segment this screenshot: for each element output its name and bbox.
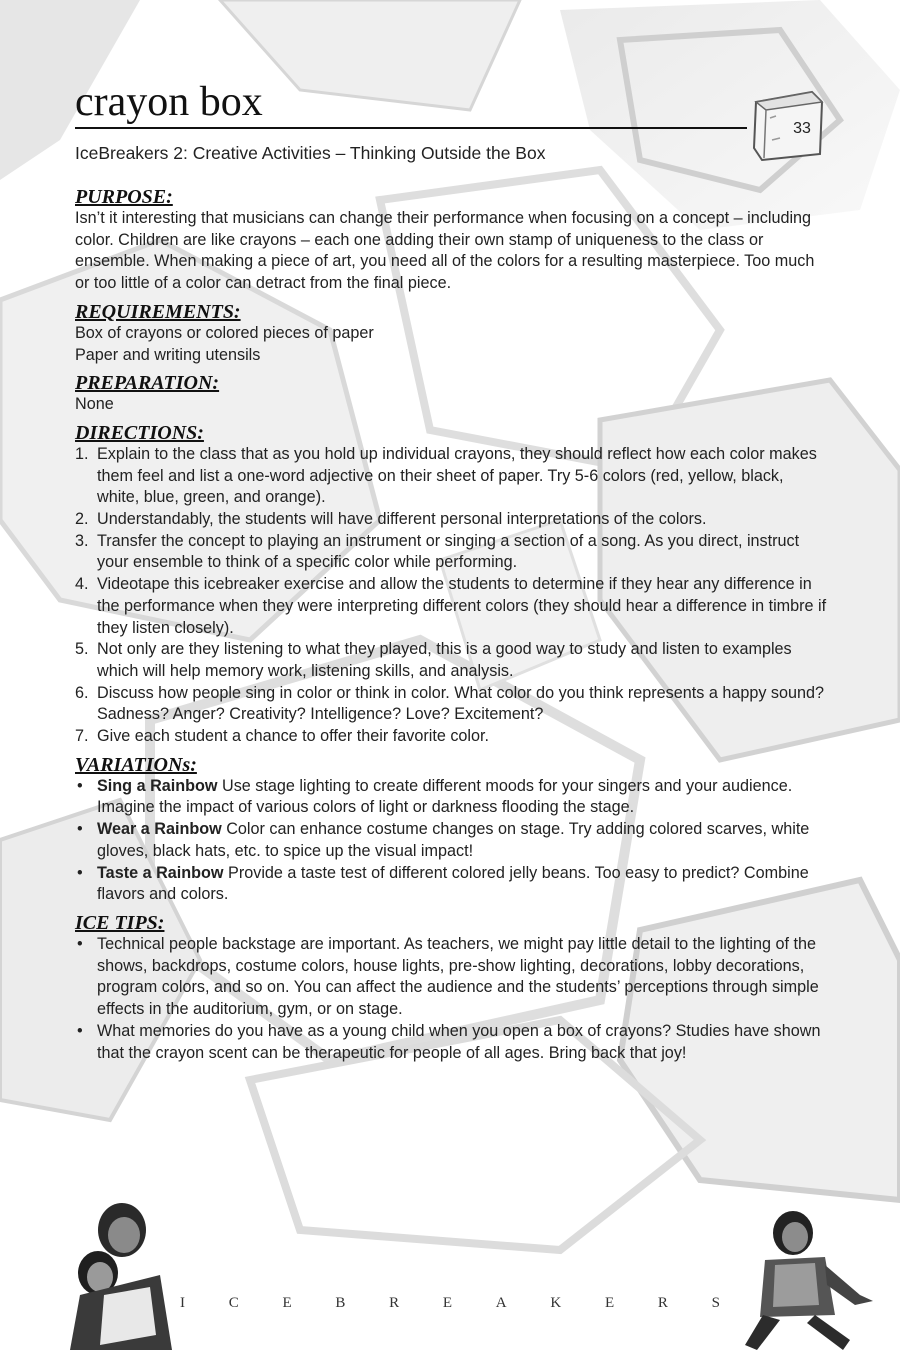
list-item bbox=[75, 863, 827, 906]
footer-letter: E bbox=[282, 1295, 292, 1311]
variation-text: Use stage lighting to create different moods for your singers and your audience. Imagine the impact of various colors of light or darkness flooding the stage. bbox=[97, 776, 793, 817]
footer-brand bbox=[180, 1295, 720, 1312]
preparation-section bbox=[75, 372, 827, 416]
requirements-section bbox=[75, 301, 827, 366]
footer-letter: R bbox=[657, 1295, 668, 1311]
step-number: 2. bbox=[75, 510, 89, 529]
footer-letter: C bbox=[228, 1295, 239, 1311]
step-number: 6. bbox=[75, 683, 89, 702]
footer-letter: A bbox=[495, 1295, 507, 1311]
tip-text: Technical people backstage are important. As teachers, we might pay little detail to the lighting of the shows, backdrops, costume colors, house lights, pre-show lighting, decorations, lobby decorations, program colors, and so on. You can affect the audience and the students’ perceptions through simple effects in the auditorium, gym, or on stage. bbox=[97, 934, 819, 1019]
preparation-heading: PREPARATION: bbox=[75, 372, 220, 395]
variation-text: Provide a taste test of different colored jelly beans. Too easy to predict? Combine flavors and colors. bbox=[97, 863, 809, 904]
variation-label: Taste a Rainbow bbox=[97, 863, 224, 882]
footer-letter: I bbox=[180, 1295, 185, 1311]
requirement-item: Paper and writing utensils bbox=[75, 345, 261, 364]
preparation-text: None bbox=[75, 395, 114, 414]
step-text: Transfer the concept to playing an instrument or singing a section of a song. As you direct, instruct your ensemble to think of a specific color while performing. bbox=[97, 531, 800, 572]
footer-letter: R bbox=[389, 1295, 400, 1311]
directions-heading: DIRECTIONS: bbox=[75, 421, 204, 444]
bullet: • bbox=[77, 820, 83, 839]
step-text: Give each student a chance to offer their favorite color. bbox=[97, 727, 490, 746]
list-item bbox=[75, 726, 827, 748]
directions-list bbox=[75, 444, 827, 748]
variation-text: Color can enhance costume changes on stage. Try adding colored scarves, white gloves, black hats, etc. to spice up the visual impact! bbox=[97, 820, 810, 860]
step-text: Not only are they listening to what they played, this is a good way to study and listen to examples which will help memory work, listening skills, and analysis. bbox=[97, 640, 792, 680]
page-subtitle: IceBreakers 2: Creative Activities – Thinking Outside the Box bbox=[75, 143, 546, 163]
variation-label: Sing a Rainbow bbox=[97, 776, 218, 795]
page-title: crayon box bbox=[75, 79, 263, 125]
list-item bbox=[75, 639, 827, 682]
variation-label: Wear a Rainbow bbox=[97, 820, 222, 839]
list-item bbox=[75, 509, 827, 531]
list-item bbox=[75, 1021, 827, 1064]
footer-letter: S bbox=[711, 1295, 720, 1311]
footer-letter: K bbox=[550, 1295, 562, 1311]
variations-section bbox=[75, 754, 827, 906]
purpose-section bbox=[75, 186, 827, 295]
step-number: 7. bbox=[75, 727, 89, 746]
title-rule bbox=[75, 127, 747, 129]
purpose-text: Isn’t it interesting that musicians can change their performance when focusing on a concept – including color. Children are like crayons – each one adding their own stamp of uniqueness to the class or ensemble. When making a piece of art, you need all of the colors for a resulting masterpiece. Too much or too little of a color can detract from the final piece. bbox=[75, 209, 815, 293]
step-number: 3. bbox=[75, 531, 89, 550]
ice-tips-list bbox=[75, 934, 827, 1064]
footer-letter: E bbox=[604, 1295, 615, 1311]
purpose-heading: PURPOSE: bbox=[75, 186, 173, 208]
step-number: 1. bbox=[75, 444, 89, 463]
list-item bbox=[75, 776, 827, 819]
step-text: Explain to the class that as you hold up individual crayons, they should reflect how each color makes them feel and list a one-word adjective on their sheet of paper. Try 5-6 colors (red, yellow, black, white, blue, green, and orange). bbox=[97, 444, 817, 507]
activity-body bbox=[75, 186, 827, 1070]
tip-text: What memories do you have as a young child when you open a box of crayons? Studies have shown that the crayon scent can be therapeutic for people of all ages. Bring back that joy! bbox=[97, 1021, 821, 1062]
list-item bbox=[75, 934, 827, 1021]
ice-tips-section bbox=[75, 912, 827, 1064]
requirements-heading: REQUIREMENTS: bbox=[75, 300, 241, 323]
child-photo-right bbox=[735, 1205, 875, 1350]
list-item bbox=[75, 531, 827, 574]
footer-letter: B bbox=[335, 1295, 346, 1311]
directions-section bbox=[75, 422, 827, 748]
list-item bbox=[75, 819, 827, 862]
step-number: 5. bbox=[75, 640, 89, 659]
footer-letter: E bbox=[442, 1295, 453, 1311]
bullet: • bbox=[77, 934, 83, 953]
step-text: Videotape this icebreaker exercise and allow the students to determine if they hear any difference in the performance when they were interpreting different colors (they should hear a difference in timbre if they listen closely). bbox=[97, 575, 827, 637]
step-text: Understandably, the students will have different personal interpretations of the colors. bbox=[97, 510, 707, 529]
step-text: Discuss how people sing in color or think in color. What color do you think represents a happy sound? Sadness? Anger? Creativity? Intelligence? Love? Excitement? bbox=[97, 683, 825, 724]
requirement-item: Box of crayons or colored pieces of paper bbox=[75, 323, 374, 342]
variations-heading: VARIATIONs: bbox=[75, 753, 197, 776]
variations-list bbox=[75, 776, 827, 906]
list-item bbox=[75, 683, 827, 726]
list-item bbox=[75, 444, 827, 509]
bullet: • bbox=[77, 1021, 83, 1040]
step-number: 4. bbox=[75, 575, 89, 594]
list-item bbox=[75, 574, 827, 639]
ice-tips-heading: ICE TIPS: bbox=[75, 911, 165, 934]
page-number: 33 bbox=[793, 120, 811, 137]
bullet: • bbox=[77, 776, 83, 795]
bullet: • bbox=[77, 863, 83, 882]
children-photo-left bbox=[60, 1195, 180, 1350]
